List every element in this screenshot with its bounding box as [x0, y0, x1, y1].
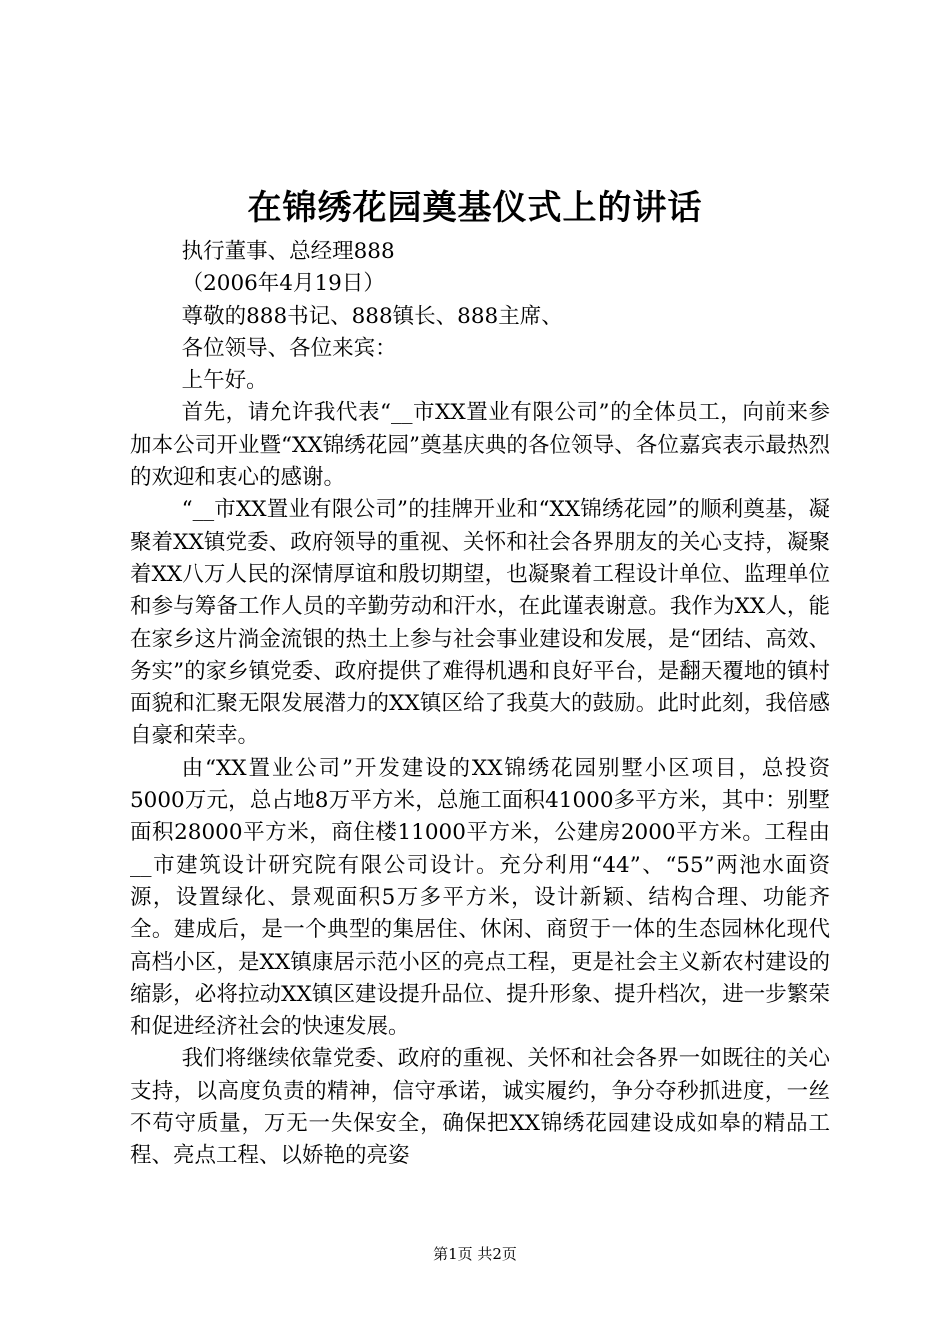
greeting-line: 上午好。	[181, 368, 268, 394]
salutation-line-2: 各位领导、各位来宾：	[181, 335, 397, 361]
paragraph: 首先，请允许我代表“__市XX置业有限公司”的全体员工，向前来参加本公司开业暨“XX锦绣花园”奠基庆典的各位领导、各位嘉宾表示最热烈的欢迎和衷心的感谢。	[130, 400, 830, 491]
paragraph: 我们将继续依靠党委、政府的重视、关怀和社会各界一如既往的关心支持，以高度负责的精神，信守承诺，诚实履约，争分夺秒抓进度，一丝不苟守质量，万无一失保安全，确保把XX锦绣花园建设成如皋的精品工程、亮点工程、以娇艳的亮姿	[130, 1046, 830, 1169]
document-title: 在锦绣花园奠基仪式上的讲话	[247, 188, 703, 228]
page-footer: 第1页 共2页	[433, 1245, 517, 1263]
author-line: 执行董事、总经理888	[181, 239, 395, 264]
salutation-line: 尊敬的888书记、888镇长、888主席、	[181, 303, 563, 329]
paragraph: 由“XX置业公司”开发建设的XX锦绣花园别墅小区项目，总投资5000万元，总占地8万平方米，总施工面积41000多平方米，其中：别墅面积28000平方米，商住楼11000平方米，公建房2000平方米。工程由__市建筑设计研究院有限公司设计。充分利用“44”、“55”两池水面资源，设置绿化、景观面积5万多平方米，设计新颖、结构合理、功能齐全。建成后，是一个典型的集居住、休闲、商贸于一体的生态园林化现代高档小区，是XX镇康居示范小区的亮点工程，更是社会主义新农村建设的缩影，必将拉动XX镇区建设提升品位、提升形象、提升档次，进一步繁荣和促进经济社会的快速发展。	[130, 755, 830, 1040]
paragraph: “__市XX置业有限公司”的挂牌开业和“XX锦绣花园”的顺利奠基，凝聚着XX镇党委、政府领导的重视、关怀和社会各界朋友的关心支持，凝聚着XX八万人民的深情厚谊和殷切期望，也凝聚着工程设计单位、监理单位和参与筹备工作人员的辛勤劳动和汗水，在此谨表谢意。我作为XX人，能在家乡这片淌金流银的热土上参与社会事业建设和发展，是“团结、高效、务实”的家乡镇党委、政府提供了难得机遇和良好平台，是翻天覆地的镇村面貌和汇聚无限发展潜力的XX镇区给了我莫大的鼓励。此时此刻，我倍感自豪和荣幸。	[130, 497, 830, 749]
document-body	[130, 236, 830, 1173]
date-line: （2006年4月19日）	[181, 271, 385, 297]
